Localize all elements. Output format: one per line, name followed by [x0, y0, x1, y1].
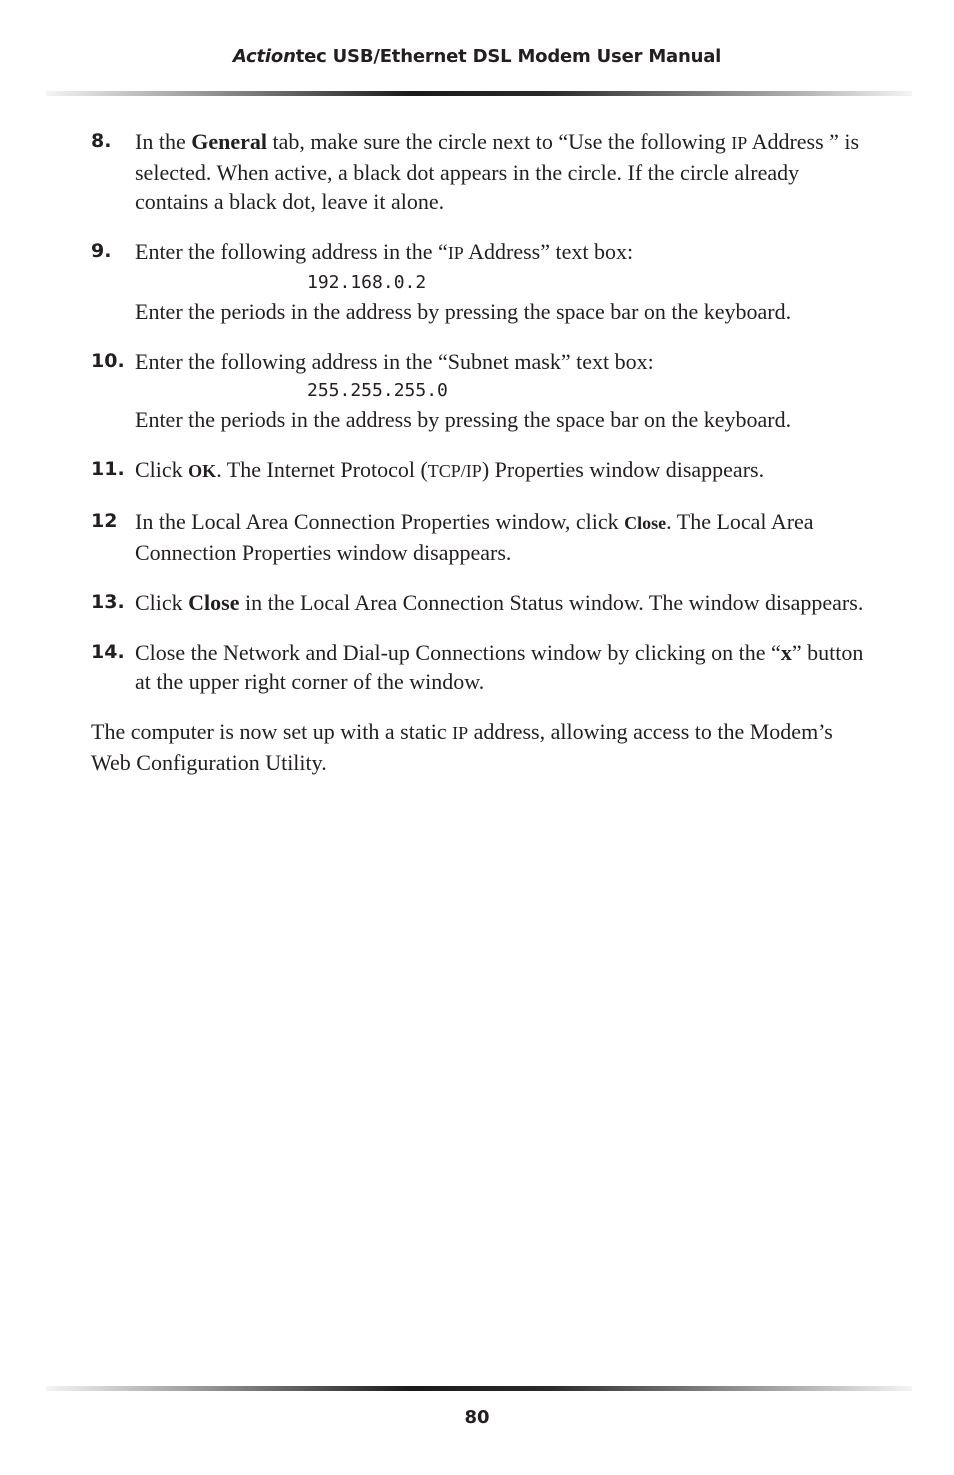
closing-text: The computer is now set up with a static	[91, 719, 453, 744]
header-brand: Action	[232, 46, 296, 67]
step-text: Click	[135, 590, 189, 615]
step-text: Enter the following address in the “Subnet mask” text box:	[135, 349, 654, 374]
header-title: tec USB/Ethernet DSL Modem User Manual	[295, 46, 722, 67]
step-text: Click	[135, 457, 189, 482]
step-text: ) Properties window disappears.	[481, 457, 765, 482]
step-number: 10.	[91, 350, 125, 372]
step-abbrev: IP	[447, 243, 464, 263]
step-10	[91, 347, 871, 434]
step-text: . The Internet Protocol (	[216, 457, 428, 482]
step-text: Close the Network and Dial-up Connections window by clicking on the “	[135, 640, 781, 665]
step-number: 13.	[91, 591, 125, 613]
closing-paragraph	[91, 717, 871, 777]
closing-abbrev: IP	[452, 723, 469, 743]
step-text: Address ” is selected. When active, a black dot appears in the circle. If the circle already contains a black dot, leave it alone.	[135, 129, 860, 214]
step-text: Enter the periods in the address by pressing the space bar on the keyboard.	[135, 407, 792, 432]
step-bold-term: x	[780, 640, 792, 665]
step-text: ” button at the upper right corner of the window.	[135, 640, 864, 694]
step-13	[91, 588, 871, 617]
subnet-mask-value: 255.255.255.0	[307, 380, 448, 401]
step-text: in the Local Area Connection Status window. The window disappears.	[239, 590, 864, 615]
step-number: 8.	[91, 130, 112, 152]
step-text: In the Local Area Connection Properties window, click	[135, 509, 625, 534]
step-bold-term: OK	[188, 461, 217, 481]
page-content	[91, 127, 871, 777]
ip-address-value: 192.168.0.2	[307, 272, 427, 293]
step-text: In the	[135, 129, 192, 154]
step-bold-term: Close	[188, 590, 240, 615]
step-abbrev: IP	[731, 133, 748, 153]
step-text: tab, make sure the circle next to “Use the following	[266, 129, 732, 154]
step-text: Enter the following address in the “	[135, 239, 448, 264]
running-header	[0, 46, 954, 67]
page-number: 80	[464, 1407, 490, 1428]
step-14	[91, 638, 871, 696]
step-abbrev: TCP/IP	[427, 461, 482, 481]
step-number: 12	[91, 510, 118, 532]
closing-text: address, allowing access to the Modem’s Web Configuration Utility.	[91, 719, 833, 775]
step-8	[91, 127, 871, 216]
footer-rule	[46, 1386, 912, 1391]
step-9	[91, 237, 871, 326]
step-bold-term: General	[191, 129, 267, 154]
step-text: . The Local Area Connection Properties window disappears.	[135, 509, 814, 565]
step-bold-term: Close	[624, 513, 667, 533]
step-12	[91, 507, 871, 567]
step-text: Enter the periods in the address by pressing the space bar on the keyboard.	[135, 299, 792, 324]
header-rule	[46, 91, 912, 96]
step-number: 14.	[91, 641, 125, 663]
step-number: 11.	[91, 458, 125, 480]
step-11	[91, 455, 871, 486]
step-number: 9.	[91, 240, 112, 262]
step-text: Address” text box:	[463, 239, 634, 264]
